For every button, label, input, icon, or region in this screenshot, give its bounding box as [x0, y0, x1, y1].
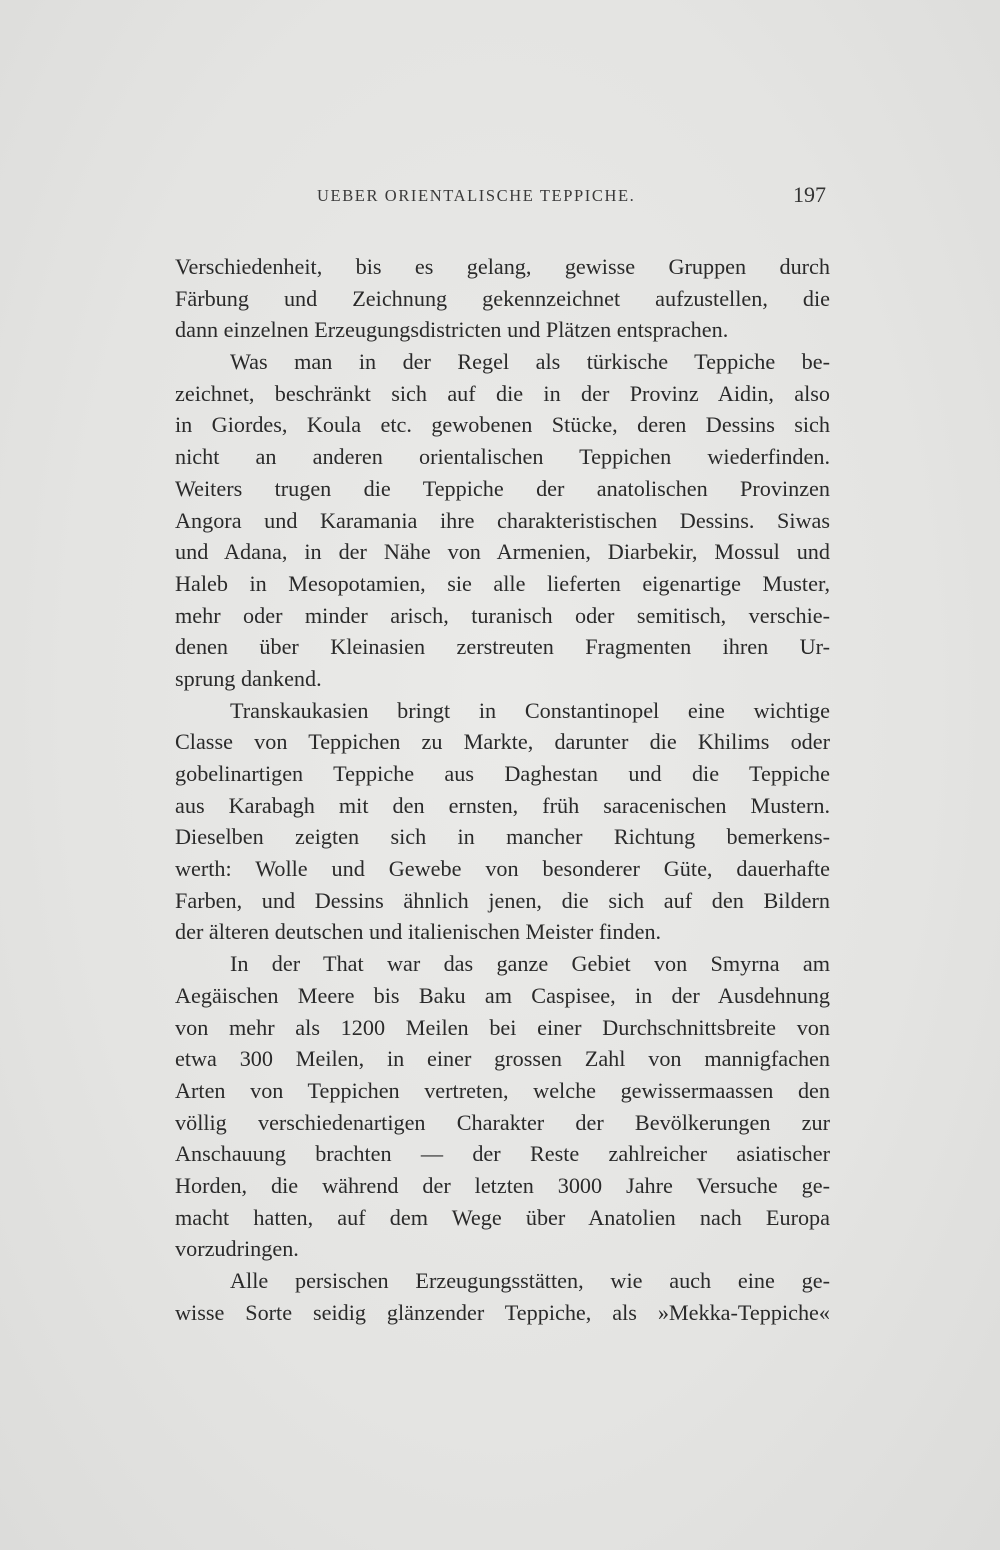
text-line: Arten von Teppichen vertreten, welche gewissermaassen den [175, 1077, 830, 1103]
text-line: mehr oder minder arisch, turanisch oder semitisch, verschie- [175, 602, 830, 628]
text-line: sprung dankend. [175, 665, 322, 691]
text-line: Angora und Karamania ihre charakteristischen Dessins. Siwas [175, 507, 830, 533]
text-line: Classe von Teppichen zu Markte, darunter die Khilims oder [175, 729, 830, 755]
text-line: Verschiedenheit, bis es gelang, gewisse Gruppen durch [175, 254, 830, 279]
text-line: Farben, und Dessins ähnlich jenen, die sich auf den Bildern [175, 887, 830, 913]
text-line: völlig verschiedenartigen Charakter der Bevölkerungen zur [175, 1109, 830, 1135]
text-line: Färbung und Zeichnung gekennzeichnet aufzustellen, die [175, 285, 830, 311]
text-line: aus Karabagh mit den ernsten, früh saracenischen Mustern. [175, 792, 830, 818]
text-line: nicht an anderen orientalischen Teppichen wiederfinden. [175, 444, 830, 470]
running-title: UEBER ORIENTALISCHE TEPPICHE. [317, 186, 636, 205]
text-line: in Giordes, Koula etc. gewobenen Stücke, deren Dessins sich [175, 412, 830, 438]
text-line: Aegäischen Meere bis Baku am Caspisee, in der Ausdehnung [175, 982, 830, 1008]
running-head [175, 182, 830, 216]
text-line: von mehr als 1200 Meilen bei einer Durchschnittsbreite von [175, 1014, 830, 1040]
text-line: vorzudringen. [175, 1236, 299, 1262]
text-line: dann einzelnen Erzeugungsdistricten und Plätzen entsprachen. [175, 317, 729, 343]
text-line: wisse Sorte seidig glänzender Teppiche, als »Mekka-Teppiche« [175, 1299, 830, 1325]
text-line: und Adana, in der Nähe von Armenien, Diarbekir, Mossul und [175, 539, 830, 565]
text-line: der älteren deutschen und italienischen Meister finden. [175, 919, 662, 945]
text-line: Alle persischen Erzeugungsstätten, wie auch eine ge- [230, 1268, 830, 1293]
text-line: Dieselben zeigten sich in mancher Richtung bemerkens- [175, 824, 830, 850]
text-line: In der That war das ganze Gebiet von Smyrna am [230, 951, 830, 977]
text-line: denen über Kleinasien zerstreuten Fragmenten ihren Ur- [175, 634, 830, 660]
text-line: Horden, die während der letzten 3000 Jahre Versuche ge- [175, 1172, 830, 1198]
text-line: gobelinartigen Teppiche aus Daghestan und die Teppiche [175, 761, 830, 786]
text-line: Was man in der Regel als türkische Teppiche be- [230, 349, 830, 375]
text-line: Weiters trugen die Teppiche der anatolischen Provinzen [175, 475, 830, 501]
text-line: etwa 300 Meilen, in einer grossen Zahl von mannigfachen [175, 1046, 830, 1072]
page-number: 197 [793, 182, 826, 207]
text-line: werth: Wolle und Gewebe von besonderer Güte, dauerhafte [175, 856, 830, 882]
text-line: Haleb in Mesopotamien, sie alle lieferten eigenartige Muster, [175, 570, 830, 596]
text-line: macht hatten, auf dem Wege über Anatolien nach Europa [175, 1204, 830, 1230]
text-line: Anschauung brachten — der Reste zahlreicher asiatischer [175, 1141, 830, 1167]
body-text [175, 251, 830, 1328]
text-line: Transkaukasien bringt in Constantinopel eine wichtige [230, 697, 830, 723]
text-line: zeichnet, beschränkt sich auf die in der Provinz Aidin, also [175, 380, 830, 406]
